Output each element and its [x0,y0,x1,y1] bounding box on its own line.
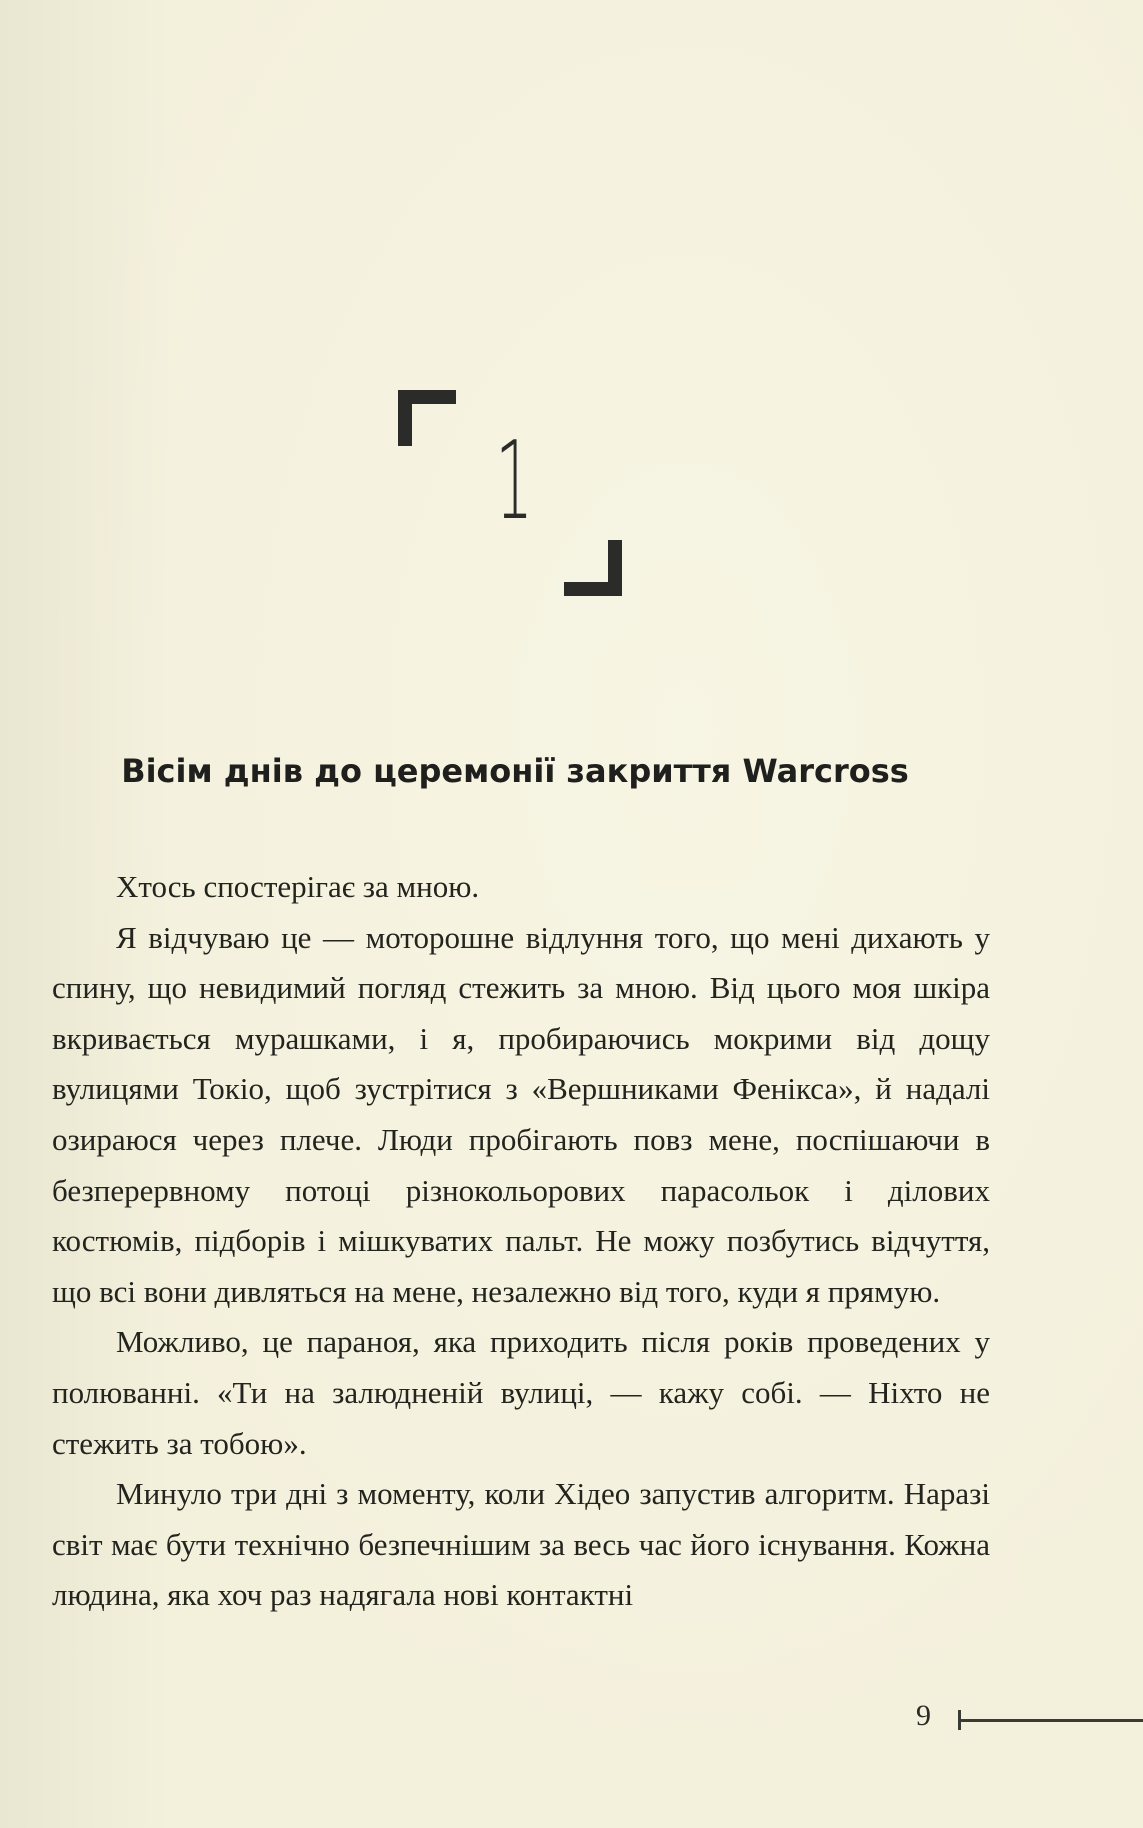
body-text [52,862,990,1621]
paragraph: Хтось спостерігає за мною. [116,869,480,904]
paragraph: Можливо, це параноя, яка приходить після років проведених у полюванні. «Ти на залюдненій вулиці, — кажу собі. — Ніхто не стежить за тобою». [52,1324,990,1461]
chapter-title: Вісім днів до церемонії закриття Warcross [121,752,909,790]
folio-rule [960,1719,1143,1722]
chapter-number: 1 [495,419,534,544]
paragraph: Минуло три дні з моменту, коли Хідео запустив алгоритм. Наразі світ має бути технічно безпечнішим за весь час його існування. Кожна людина, яка хоч раз надягала нові контактні [52,1476,990,1613]
paragraph: Я відчуваю це — моторошне відлуння того, що мені дихають у спину, що невидимий погляд стежить за мною. Від цього моя шкіра вкривається мурашками, і я, пробираючись мокрими від дощу вулицями Токіо, щоб зустрітися з «Вершниками Фенікса», й надалі озираюся через плече. Люди пробігають повз мене, поспішаючи в безперервному потоці різнокольорових парасольок і ділових костюмів, підборів і мішкуватих пальт. Не можу позбутись відчуття, що всі вони дивляться на мене, незалежно від того, куди я прямую. [52,919,990,1309]
corner-bracket-bottom-right [564,540,622,596]
page-number: 9 [916,1699,931,1732]
chapter-mark [398,390,622,596]
corner-bracket-top-left [398,390,456,446]
